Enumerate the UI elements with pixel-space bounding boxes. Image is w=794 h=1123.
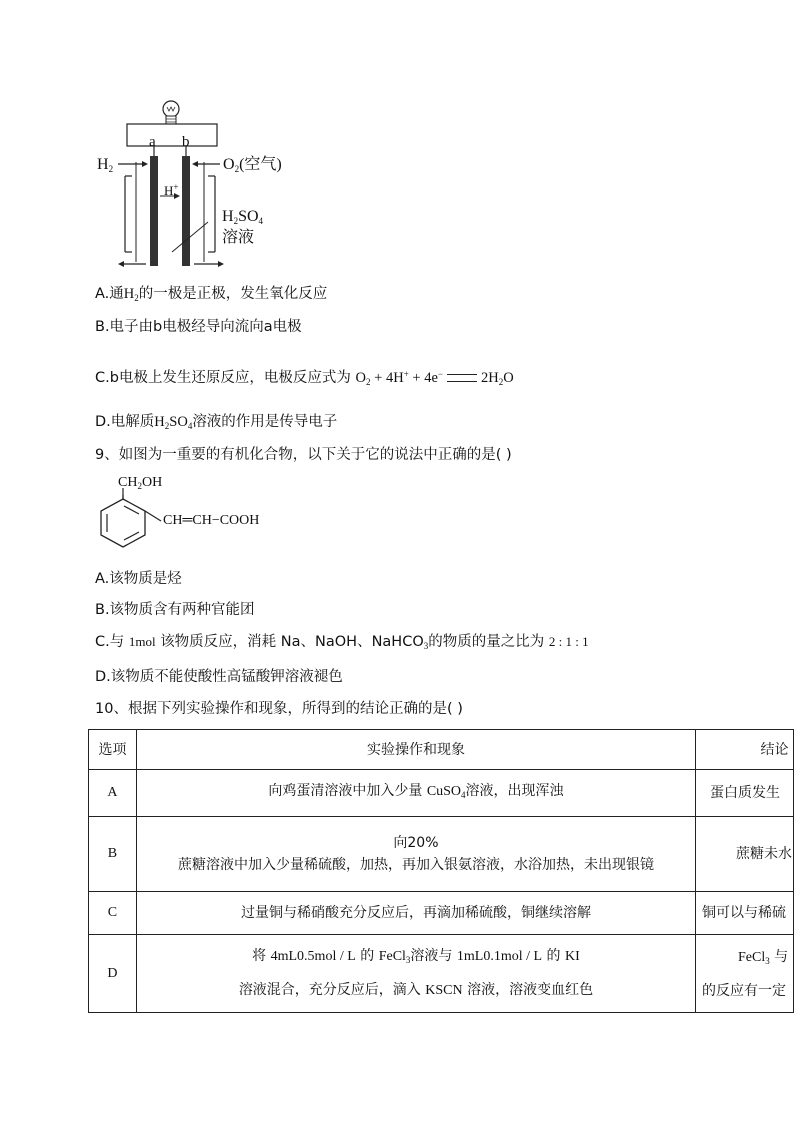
- o2-inlet-label: $O_2$(空气): [223, 156, 282, 174]
- fuel-cell-diagram: [90, 92, 310, 272]
- row-a-conclusion: 蛋白质发生: [695, 770, 793, 817]
- q8-option-b: B.电子由b电极经导向流向a电极: [95, 319, 302, 335]
- q9-option-c: C.与 1mol 该物质反应，消耗 Na、NaOH、NaHCO$_3$的物质的量之比为 2 : 1 : 1: [95, 634, 589, 651]
- experiment-table: [88, 729, 794, 1013]
- row-d-option: D: [89, 935, 137, 1013]
- h2-inlet-label: $H_2$: [97, 156, 114, 174]
- row-a-option: A: [89, 770, 137, 817]
- row-c-operation: 过量铜与稀硝酸充分反应后，再滴加稀硫酸，铜继续溶解: [136, 892, 695, 935]
- q9-option-a: A.该物质是烃: [95, 571, 182, 587]
- table-row: [89, 935, 794, 1013]
- table-row: [89, 770, 794, 817]
- equals-sign: [447, 374, 477, 382]
- side-chain: CH═CH−COOH: [163, 513, 260, 528]
- electrode-a: [150, 156, 158, 266]
- table-row: [89, 817, 794, 892]
- solution-label: 溶液: [222, 227, 255, 246]
- row-b-option: B: [89, 817, 137, 892]
- q8-option-c: C.b电极上发生还原反应，电极反应式为 $O_2 + 4H^+ + 4e^-$ $2H_2O$: [95, 369, 514, 387]
- row-c-option: C: [89, 892, 137, 935]
- light-bulb-icon: [163, 101, 179, 124]
- row-b-operation: 向20% 蔗糖溶液中加入少量稀硫酸，加热，再加入银氨溶液，水浴加热，未出现银镜: [136, 817, 695, 892]
- q8-option-a: A.通$H_2$的一极是正极，发生氧化反应: [95, 286, 328, 303]
- electrode-b-label: b: [182, 134, 190, 150]
- row-b-conclusion: 蔗糖未水: [695, 817, 793, 892]
- q9-option-d: D.该物质不能使酸性高锰酸钾溶液褪色: [95, 669, 343, 685]
- header-option: 选项: [89, 730, 137, 770]
- external-circuit-box: [127, 124, 217, 146]
- hplus-label: H+: [164, 182, 179, 198]
- ch2oh-group: $CH_2OH$: [118, 475, 163, 491]
- row-c-conclusion: 铜可以与稀硫: [695, 892, 793, 935]
- row-a-operation: 向鸡蛋清溶液中加入少量 CuSO$_4$溶液，出现浑浊: [136, 770, 695, 817]
- table-row: [89, 892, 794, 935]
- q10-stem: 10、根据下列实验操作和现象，所得到的结论正确的是( ): [95, 701, 463, 717]
- q9-option-b: B.该物质含有两种官能团: [95, 602, 255, 618]
- q8-option-d: D.电解质$H_2SO_4$溶液的作用是传导电子: [95, 414, 338, 431]
- header-operation: 实验操作和现象: [136, 730, 695, 770]
- q9-stem: 9、如图为一重要的有机化合物，以下关于它的说法中正确的是( ): [95, 447, 512, 463]
- table-header-row: [89, 730, 794, 770]
- electrode-b: [182, 156, 190, 266]
- row-d-conclusion: FeCl$_3$ 与 的反应有一定: [695, 935, 793, 1013]
- row-d-operation: 将 4mL0.5mol / L 的 FeCl$_3$溶液与 1mL0.1mol / L 的 KI 溶液混合，充分反应后，滴入 KSCN 溶液，溶液变血红色: [136, 935, 695, 1013]
- benzene-ring-structure: [95, 495, 165, 560]
- h2so4-label: $H_2SO_4$: [222, 208, 264, 226]
- electrode-a-label: a: [149, 134, 156, 150]
- header-conclusion: 结论: [695, 730, 793, 770]
